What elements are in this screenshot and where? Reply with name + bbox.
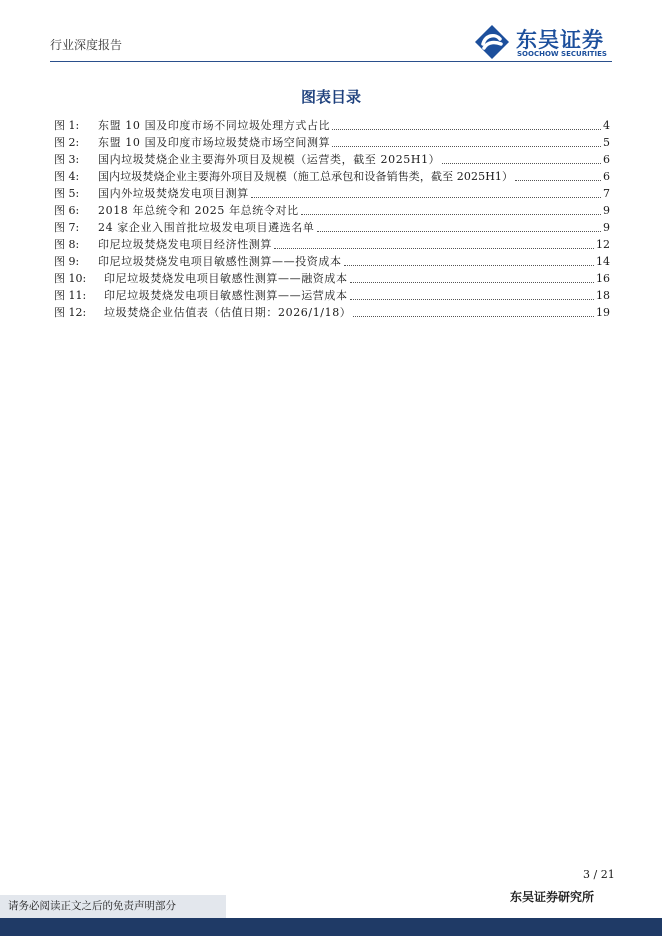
toc-item[interactable] <box>54 252 610 269</box>
toc-item-number: 图 6: <box>54 204 80 217</box>
toc-item-number: 图 2: <box>54 136 80 149</box>
toc-leader-dots <box>332 146 601 147</box>
toc-item-number: 图 3: <box>54 153 80 166</box>
toc-item[interactable] <box>54 184 610 201</box>
toc-item-page: 12 <box>596 238 610 251</box>
toc-leader-dots <box>350 282 594 283</box>
toc-item-page: 7 <box>603 187 610 200</box>
toc-item-number: 图 12: <box>54 306 87 319</box>
toc-title: 图表目录 <box>300 88 361 106</box>
soochow-logo-icon <box>474 24 510 60</box>
toc-item-title: 印尼垃圾焚烧发电项目敏感性测算——融资成本 <box>104 272 348 285</box>
toc-item-title: 国内外垃圾焚烧发电项目测算 <box>98 187 249 200</box>
toc-item[interactable] <box>54 235 610 252</box>
toc-item-number: 图 8: <box>54 238 80 251</box>
toc-item-page: 19 <box>596 306 610 319</box>
toc-item-number: 图 1: <box>54 119 80 132</box>
toc-leader-dots <box>251 197 601 198</box>
toc-item-title: 垃圾焚烧企业估值表（估值日期：2026/1/18） <box>104 306 352 319</box>
logo-company-name: 东吴证券 <box>516 28 604 52</box>
toc-item[interactable] <box>54 269 610 286</box>
toc-item-page: 18 <box>596 289 610 302</box>
toc-item-page: 6 <box>603 170 610 183</box>
toc-item-title: 国内垃圾焚烧企业主要海外项目及规模（运营类，截至 2025H1） <box>98 153 441 166</box>
toc-item-number: 图 7: <box>54 221 80 234</box>
toc-item-page: 4 <box>603 119 610 132</box>
toc-item-number: 图 9: <box>54 255 80 268</box>
toc-leader-dots <box>332 129 601 130</box>
toc-item-page: 9 <box>603 204 610 217</box>
toc-item-title: 印尼垃圾焚烧发电项目敏感性测算——运营成本 <box>104 289 348 302</box>
toc-item-title: 2018 年总统令和 2025 年总统令对比 <box>98 204 299 217</box>
toc-item-number: 图 10: <box>54 272 87 285</box>
header-divider <box>50 61 612 62</box>
toc-item-number: 图 11: <box>54 289 87 302</box>
logo-company-subtitle: SOOCHOW SECURITIES <box>517 50 607 58</box>
toc-item[interactable] <box>54 218 610 235</box>
toc-item-page: 14 <box>596 255 610 268</box>
page-number: 3 / 21 <box>583 868 615 881</box>
toc-leader-dots <box>317 231 602 232</box>
toc-item-page: 16 <box>596 272 610 285</box>
toc-item-number: 图 5: <box>54 187 80 200</box>
toc-leader-dots <box>301 214 601 215</box>
toc-leader-dots <box>350 299 594 300</box>
toc-item-title: 印尼垃圾焚烧发电项目经济性测算 <box>98 238 272 251</box>
footer-institute-name: 东吴证券研究所 <box>510 890 595 904</box>
toc-item-title: 东盟 10 国及印度市场不同垃圾处理方式占比 <box>98 119 331 132</box>
toc-item[interactable] <box>54 133 610 150</box>
toc-item-number: 图 4: <box>54 170 80 183</box>
toc-item-page: 5 <box>603 136 610 149</box>
toc-item[interactable] <box>54 150 610 167</box>
toc-item-title: 国内垃圾焚烧企业主要海外项目及规模（施工总承包和设备销售类，截至 2025H1） <box>98 170 514 183</box>
toc-leader-dots <box>442 163 601 164</box>
disclaimer-notice: 请务必阅读正文之后的免责声明部分 <box>0 895 226 918</box>
toc-item[interactable] <box>54 201 610 218</box>
toc-item[interactable] <box>54 303 610 320</box>
toc-item-page: 9 <box>603 221 610 234</box>
company-logo <box>474 24 624 60</box>
figure-toc-list <box>54 116 610 320</box>
toc-item-title: 东盟 10 国及印度市场垃圾焚烧市场空间测算 <box>98 136 331 149</box>
toc-item[interactable] <box>54 286 610 303</box>
toc-leader-dots <box>515 180 601 181</box>
toc-leader-dots <box>274 248 594 249</box>
toc-item[interactable] <box>54 167 610 184</box>
report-type-label: 行业深度报告 <box>50 38 123 52</box>
toc-item[interactable] <box>54 116 610 133</box>
toc-item-page: 6 <box>603 153 610 166</box>
toc-item-title: 印尼垃圾焚烧发电项目敏感性测算——投资成本 <box>98 255 342 268</box>
toc-item-title: 24 家企业入围首批垃圾发电项目遴选名单 <box>98 221 315 234</box>
toc-leader-dots <box>353 316 594 317</box>
toc-leader-dots <box>344 265 594 266</box>
footer-bar <box>0 918 662 936</box>
